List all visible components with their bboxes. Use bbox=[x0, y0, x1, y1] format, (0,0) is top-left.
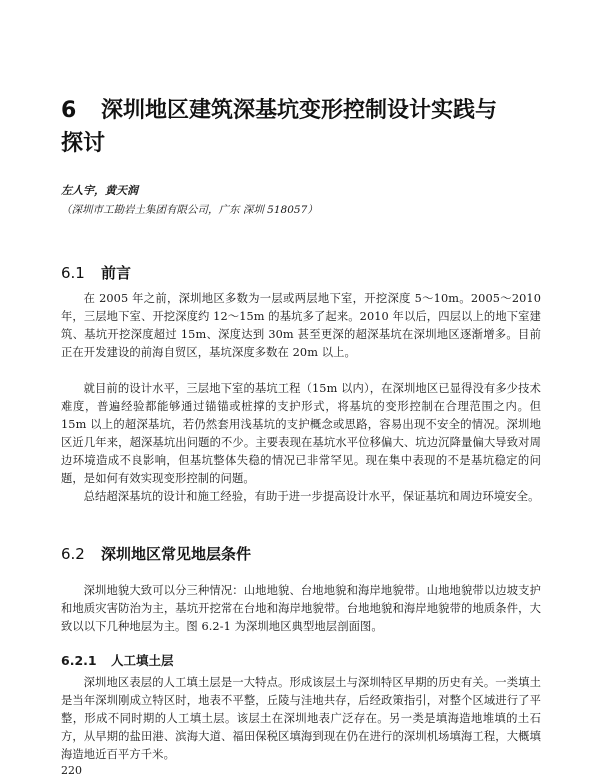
section-title: 前言 bbox=[101, 264, 132, 282]
paragraph: 深圳地貌大致可以分三种情况：山地地貌、台地地貌和海岸地貌带。山地地貌带以边坡支护和地质灾害防治为主，基坑开挖常在台地和海岸地貌带。台地地貌和海岸地貌带的地质条件，大致以以下几种地层为主。图 6.2-1 为深圳地区典型地层剖面图。 bbox=[61, 584, 541, 633]
section-title: 深圳地区常见地层条件 bbox=[101, 545, 252, 563]
paragraph: 在 2005 年之前，深圳地区多数为一层或两层地下室，开挖深度 5～10m。2005～2010 年，三层地下室、开挖深度约 12～15m 的基坑多了起来。2010 年以后，四层以上的地下室建筑、基坑开挖深度超过 15m、深度达到 30m 甚至更深的超深基坑在深圳地区逐渐增多。目前正在开发建设的前海自贸区，基坑深度多数在 20m 以上。 bbox=[61, 292, 541, 359]
section-number: 6.1 bbox=[61, 264, 85, 282]
page-number: 220 bbox=[61, 764, 82, 777]
section-heading-6-2 bbox=[61, 543, 251, 564]
chapter-title-line1: 深圳地区建筑深基坑变形控制设计实践与 bbox=[101, 98, 498, 123]
subsection-title: 人工填土层 bbox=[111, 653, 174, 668]
authors: 左人宇，黄天润 bbox=[61, 184, 138, 197]
subsection-number: 6.2.1 bbox=[61, 653, 97, 668]
paragraph: 就目前的设计水平，三层地下室的基坑工程（15m 以内），在深圳地区已显得没有多少技术难度，普遍经验都能够通过锚锚或桩撑的支护形式，将基坑的变形控制在合理范围之内。但 15m 以上的超深基坑，若仍然套用浅基坑的支护概念或思路，容易出现不安全的情况。深圳地区近几年来，超深基坑出问题的不少。主要表现在基坑水平位移偏大、坑边沉降量偏大导致对周边环境造成不良影响，但基坑整体失稳的情况已非常罕见。现在集中表现的不是基坑稳定的问题，是如何有效实现变形控制的问题。 bbox=[61, 382, 541, 485]
chapter-number: 6 bbox=[61, 98, 77, 123]
section-heading-6-1 bbox=[61, 262, 131, 283]
subsection-heading-6-2-1 bbox=[61, 651, 174, 669]
paragraph: 总结超深基坑的设计和施工经验，有助于进一步提高设计水平，保证基坑和周边环境安全。 bbox=[83, 490, 540, 503]
affiliation: （深圳市工勘岩土集团有限公司，广东 深圳 518057） bbox=[61, 204, 318, 216]
chapter-title bbox=[61, 94, 551, 160]
chapter-title-line2: 探讨 bbox=[61, 131, 106, 156]
section-number: 6.2 bbox=[61, 545, 85, 563]
paragraph: 深圳地区表层的人工填土层是一大特点。形成该层土与深圳特区早期的历史有关。一类填土是当年深圳刚成立特区时，地表不平整，丘陵与洼地共存，后经政策指引，对整个区域进行了平整，形成不同时期的人工填土层。该层土在深圳地表广泛存在。另一类是填海造地堆填的土石方，从早期的盐田港、滨海大道、福田保税区填海到现在仍在进行的深圳机场填海工程，大概填海造地近百平方千米。 bbox=[61, 676, 541, 761]
